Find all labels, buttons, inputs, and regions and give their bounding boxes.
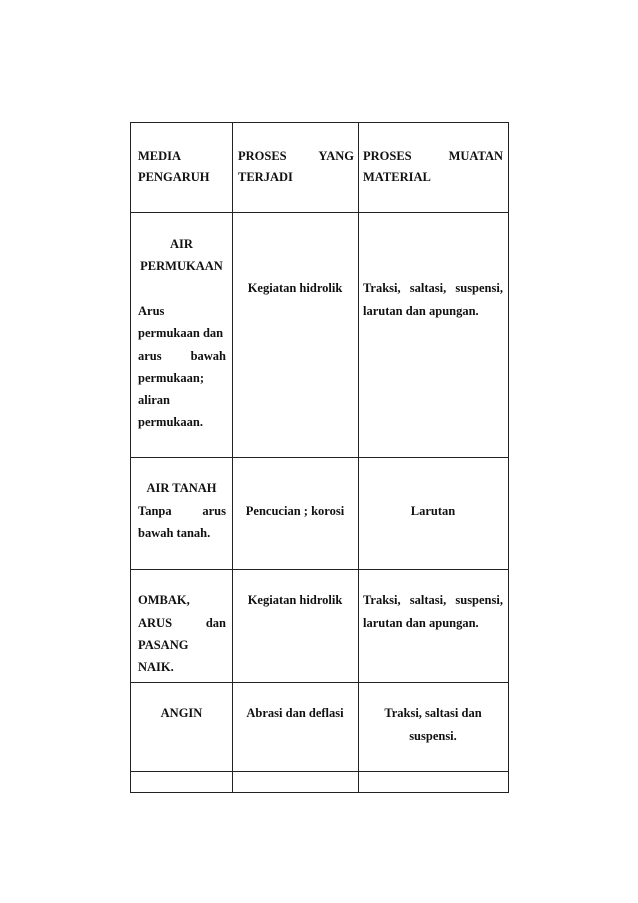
row1-media-desc-word-arus: arus	[138, 349, 162, 363]
row3-media-word-dan: dan	[205, 616, 226, 630]
header-proses-word2: YANG	[318, 149, 354, 163]
row1-muatan-word3: suspensi,	[455, 281, 503, 295]
row-divider-2	[131, 457, 508, 458]
row3-media-word-arus: ARUS	[138, 616, 173, 630]
row3-proses: Kegiatan hidrolik	[247, 593, 343, 607]
row1-media-desc-line4: permukaan;	[138, 371, 204, 385]
row1-media-desc-word-bawah: bawah	[190, 349, 226, 363]
row1-muatan-word2: saltasi,	[409, 281, 447, 295]
erosion-media-table	[130, 122, 509, 793]
header-muatan-line2: MATERIAL	[363, 170, 431, 184]
row4-proses: Abrasi dan deflasi	[246, 706, 344, 720]
header-muatan-line1	[363, 149, 503, 163]
row2-muatan: Larutan	[410, 504, 456, 518]
header-muatan-word2: MUATAN	[448, 149, 503, 163]
row1-media-desc-line5: aliran	[138, 393, 170, 407]
row2-proses: Pencucian ; korosi	[245, 504, 345, 518]
header-proses-line1	[238, 149, 354, 163]
row2-media-desc-word1: Tanpa	[138, 504, 172, 518]
row2-media-title: AIR TANAH	[146, 481, 217, 495]
row4-media: ANGIN	[160, 706, 203, 720]
row1-media-desc-line2: permukaan dan	[138, 326, 224, 340]
row1-muatan-line1	[363, 281, 503, 295]
row2-media-desc-word2: arus	[202, 504, 226, 518]
row1-media-desc-line6: permukaan.	[138, 415, 203, 429]
row-divider-5	[131, 771, 508, 772]
row2-media-desc-line1	[138, 504, 226, 518]
row1-media-title-line1: AIR	[170, 237, 193, 251]
row-divider-4	[131, 682, 508, 683]
row3-media-line1: OMBAK,	[138, 593, 190, 607]
row3-media-line3: PASANG	[138, 638, 189, 652]
row1-media-title-line2: PERMUKAAN	[140, 259, 223, 273]
row1-media-desc-line1: Arus	[138, 304, 165, 318]
row2-media-desc-line2: bawah tanah.	[138, 526, 211, 540]
row4-muatan-line2: suspensi.	[409, 729, 457, 743]
header-muatan-word1: PROSES	[363, 149, 412, 163]
row3-muatan-word3: suspensi,	[455, 593, 503, 607]
row1-muatan-line2: larutan dan apungan.	[363, 304, 479, 318]
row3-media-line2	[138, 616, 226, 630]
row1-media-desc-line3	[138, 349, 226, 363]
row4-muatan-line1: Traksi, saltasi dan	[384, 706, 482, 720]
row1-muatan-word1: Traksi,	[363, 281, 401, 295]
header-media-line1: MEDIA	[138, 149, 182, 163]
row-divider-3	[131, 569, 508, 570]
header-proses-line2: TERJADI	[238, 170, 293, 184]
header-proses-word1: PROSES	[238, 149, 287, 163]
header-media-line2: PENGARUH	[138, 170, 210, 184]
row3-muatan-line1	[363, 593, 503, 607]
row3-muatan-word1: Traksi,	[363, 593, 401, 607]
row3-muatan-word2: saltasi,	[409, 593, 447, 607]
row-divider-1	[131, 212, 508, 213]
row3-media-line4: NAIK.	[138, 660, 174, 674]
row1-proses: Kegiatan hidrolik	[247, 281, 343, 295]
row3-muatan-line2: larutan dan apungan.	[363, 616, 479, 630]
